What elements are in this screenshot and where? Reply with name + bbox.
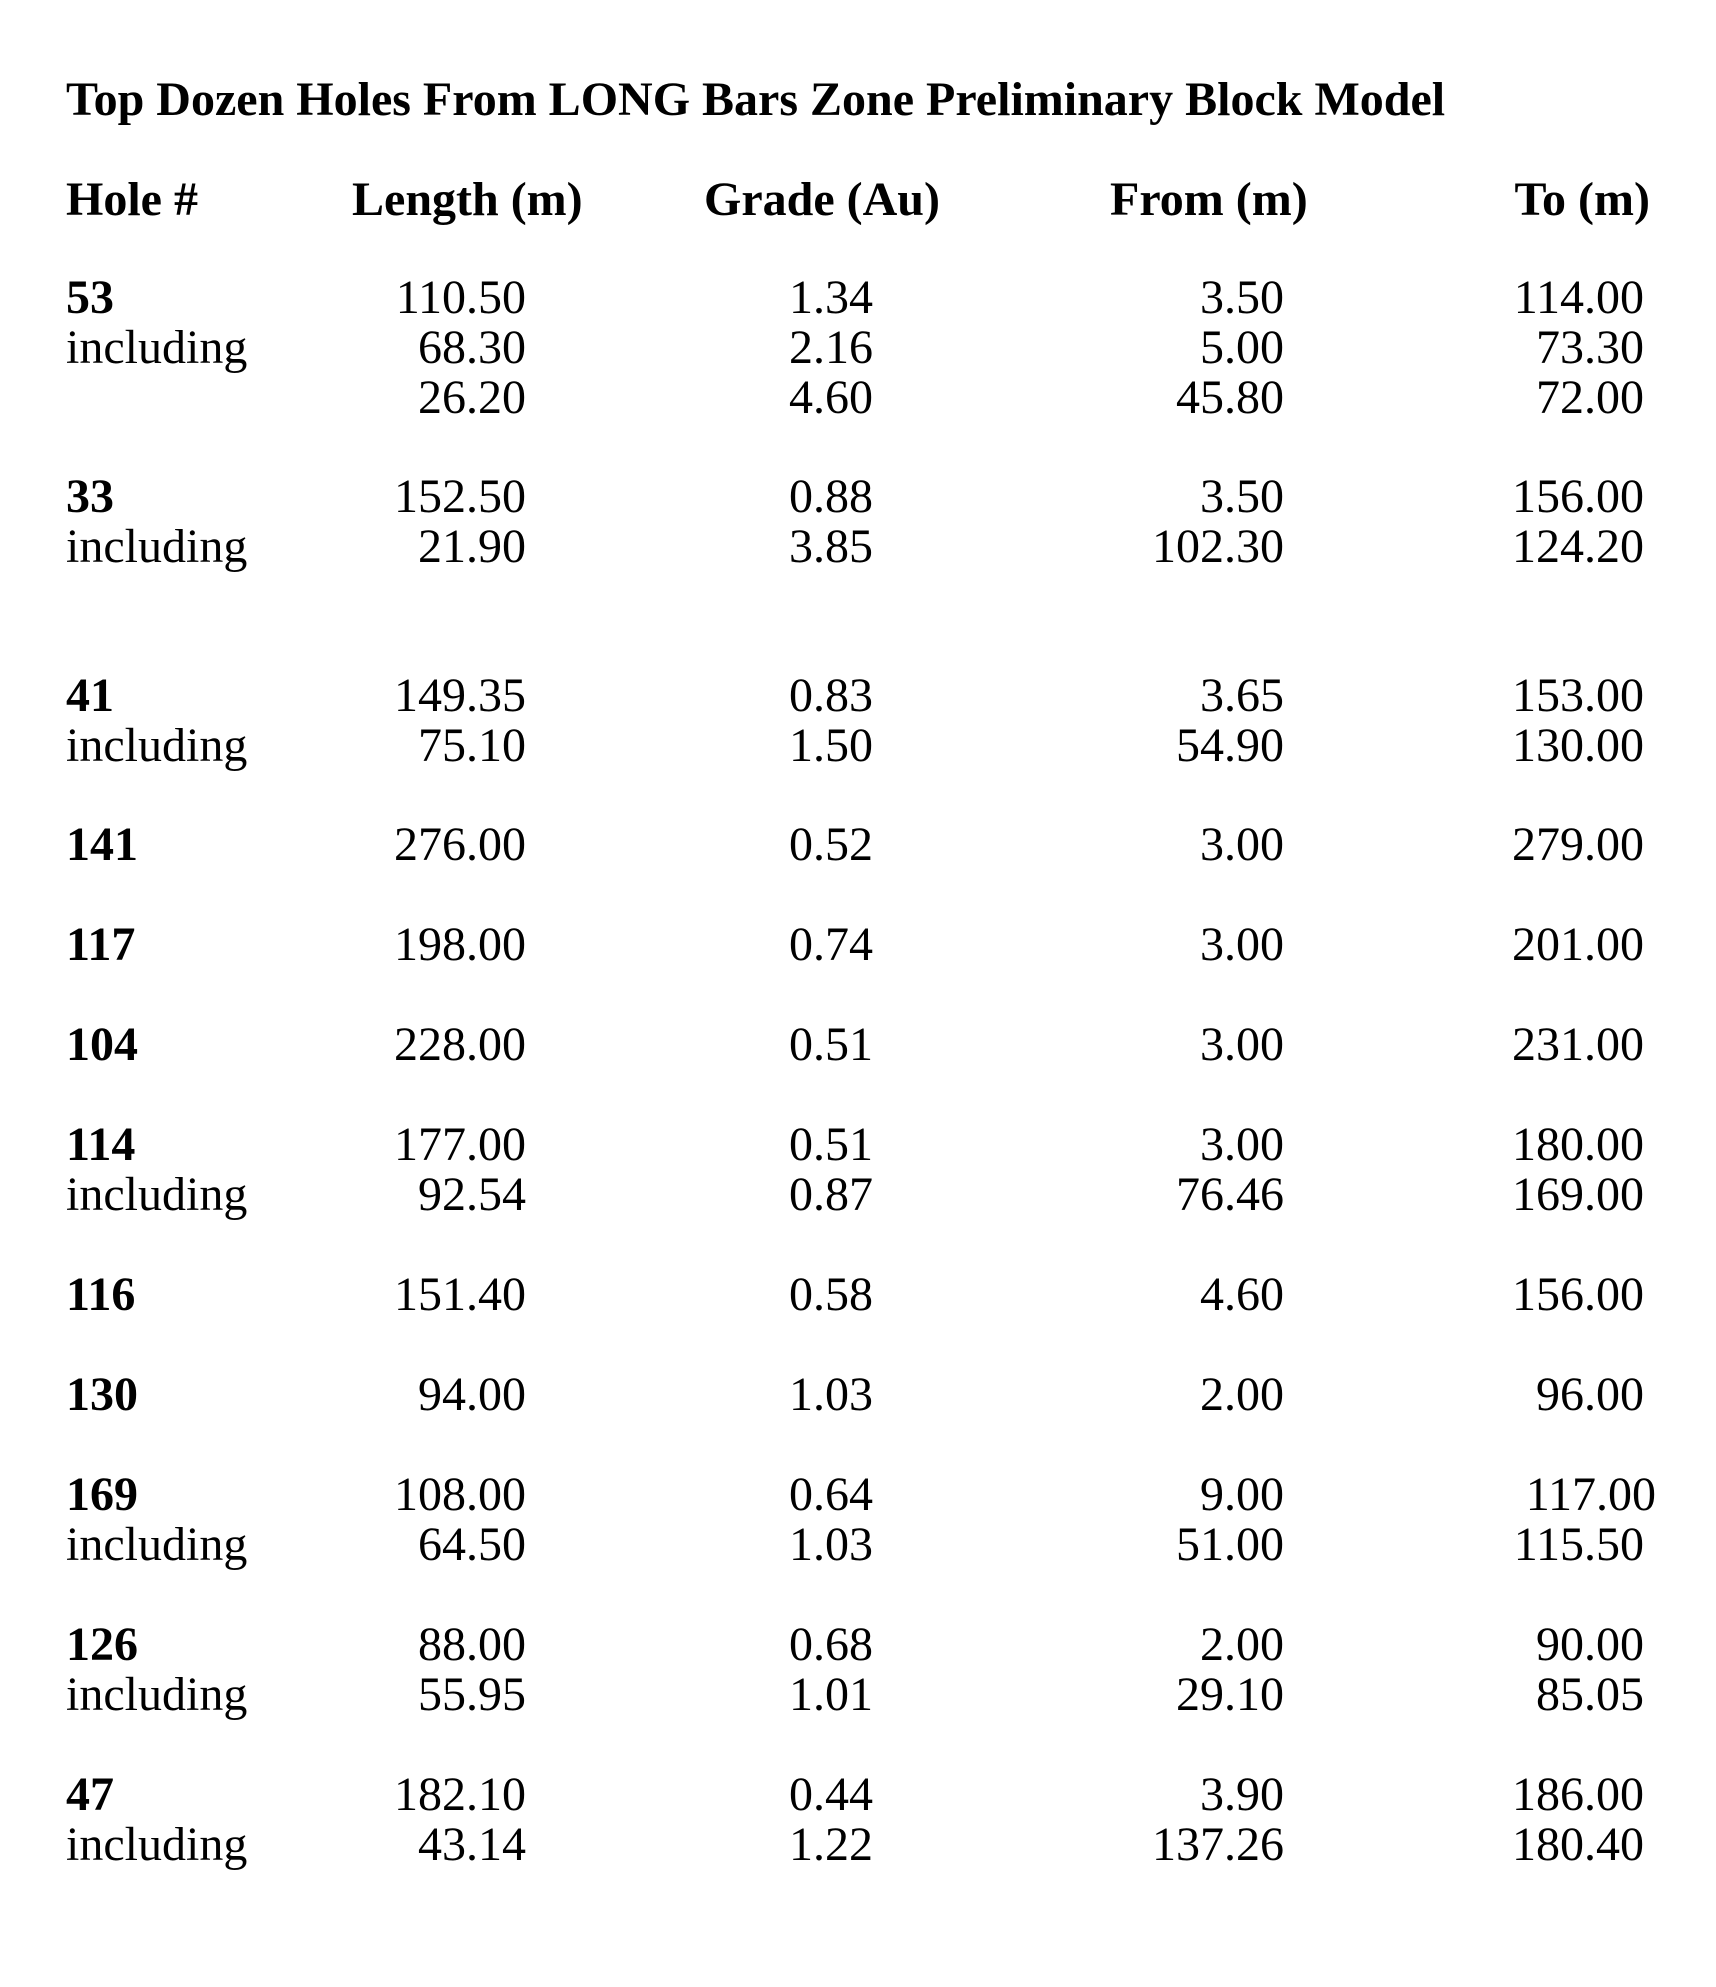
header-grade: Grade (Au) — [704, 173, 940, 226]
table-row — [0, 671, 1716, 721]
from-value: 3.00 — [1200, 918, 1284, 971]
hole-number: 116 — [66, 1268, 136, 1321]
grade-value: 0.68 — [789, 1618, 873, 1671]
table-row — [0, 920, 1716, 970]
including-label: including — [66, 1818, 248, 1871]
from-value: 54.90 — [1176, 719, 1284, 772]
table-row — [0, 1170, 1716, 1220]
table-row — [0, 522, 1716, 572]
to-value: 115.50 — [1513, 1518, 1644, 1571]
table-row — [0, 323, 1716, 373]
table-row — [0, 1370, 1716, 1420]
length-value: 26.20 — [418, 371, 526, 424]
grade-value: 0.74 — [789, 918, 873, 971]
grade-value: 1.34 — [789, 271, 873, 324]
to-value: 130.00 — [1512, 719, 1644, 772]
from-value: 9.00 — [1200, 1468, 1284, 1521]
header-hole: Hole # — [66, 173, 198, 226]
length-value: 43.14 — [418, 1818, 526, 1871]
including-label: including — [66, 719, 248, 772]
table-row — [0, 1670, 1716, 1720]
to-value: 186.00 — [1512, 1768, 1644, 1821]
grade-value: 0.88 — [789, 470, 873, 523]
to-value: 96.00 — [1536, 1368, 1644, 1421]
to-value: 156.00 — [1512, 470, 1644, 523]
table-row — [0, 472, 1716, 522]
from-value: 3.50 — [1200, 470, 1284, 523]
hole-number: 126 — [66, 1618, 138, 1671]
hole-number: 130 — [66, 1368, 138, 1421]
grade-value: 0.58 — [789, 1268, 873, 1321]
length-value: 228.00 — [394, 1018, 526, 1071]
table-row — [0, 1770, 1716, 1820]
grade-value: 0.44 — [789, 1768, 873, 1821]
grade-value: 1.22 — [789, 1818, 873, 1871]
grade-value: 0.83 — [789, 669, 873, 722]
grade-value: 2.16 — [789, 321, 873, 374]
from-value: 29.10 — [1176, 1668, 1284, 1721]
hole-number: 41 — [66, 669, 114, 722]
grade-value: 1.03 — [789, 1368, 873, 1421]
length-value: 182.10 — [394, 1768, 526, 1821]
grade-value: 3.85 — [789, 520, 873, 573]
to-value: 279.00 — [1512, 818, 1644, 871]
including-label: including — [66, 1168, 248, 1221]
hole-number: 47 — [66, 1768, 114, 1821]
to-value: 180.00 — [1512, 1118, 1644, 1171]
length-value: 276.00 — [394, 818, 526, 871]
to-value: 85.05 — [1536, 1668, 1644, 1721]
header-to: To (m) — [1514, 173, 1650, 226]
length-value: 92.54 — [418, 1168, 526, 1221]
length-value: 152.50 — [394, 470, 526, 523]
to-value: 153.00 — [1512, 669, 1644, 722]
to-value: 156.00 — [1512, 1268, 1644, 1321]
length-value: 110.50 — [395, 271, 526, 324]
length-value: 55.95 — [418, 1668, 526, 1721]
from-value: 2.00 — [1200, 1618, 1284, 1671]
length-value: 75.10 — [418, 719, 526, 772]
hole-number: 169 — [66, 1468, 138, 1521]
from-value: 3.65 — [1200, 669, 1284, 722]
grade-value: 0.51 — [789, 1018, 873, 1071]
table-row — [0, 1620, 1716, 1670]
length-value: 64.50 — [418, 1518, 526, 1571]
hole-number: 53 — [66, 271, 114, 324]
table-row — [0, 1820, 1716, 1870]
from-value: 45.80 — [1176, 371, 1284, 424]
length-value: 198.00 — [394, 918, 526, 971]
from-value: 137.26 — [1152, 1818, 1284, 1871]
grade-value: 1.50 — [789, 719, 873, 772]
from-value: 3.00 — [1200, 818, 1284, 871]
from-value: 76.46 — [1176, 1168, 1284, 1221]
to-value: 114.00 — [1513, 271, 1644, 324]
to-value: 72.00 — [1536, 371, 1644, 424]
to-value: 180.40 — [1512, 1818, 1644, 1871]
length-value: 149.35 — [394, 669, 526, 722]
including-label: including — [66, 321, 248, 374]
header-length: Length (m) — [352, 173, 583, 226]
table-row — [0, 1020, 1716, 1070]
header-from: From (m) — [1110, 173, 1308, 226]
grade-value: 0.64 — [789, 1468, 873, 1521]
page-title: Top Dozen Holes From LONG Bars Zone Preliminary Block Model — [66, 73, 1446, 126]
from-value: 3.50 — [1200, 271, 1284, 324]
grade-value: 4.60 — [789, 371, 873, 424]
table-row — [0, 273, 1716, 323]
from-value: 3.00 — [1200, 1018, 1284, 1071]
to-value: 90.00 — [1536, 1618, 1644, 1671]
hole-number: 104 — [66, 1018, 138, 1071]
from-value: 51.00 — [1176, 1518, 1284, 1571]
to-value: 117.00 — [1525, 1468, 1656, 1521]
length-value: 21.90 — [418, 520, 526, 573]
hole-number: 33 — [66, 470, 114, 523]
grade-value: 0.52 — [789, 818, 873, 871]
length-value: 68.30 — [418, 321, 526, 374]
from-value: 2.00 — [1200, 1368, 1284, 1421]
table-row — [0, 1520, 1716, 1570]
from-value: 3.00 — [1200, 1118, 1284, 1171]
to-value: 231.00 — [1512, 1018, 1644, 1071]
hole-number: 117 — [66, 918, 136, 971]
to-value: 124.20 — [1512, 520, 1644, 573]
grade-value: 1.01 — [789, 1668, 873, 1721]
to-value: 73.30 — [1536, 321, 1644, 374]
grade-value: 0.87 — [789, 1168, 873, 1221]
from-value: 102.30 — [1152, 520, 1284, 573]
length-value: 151.40 — [394, 1268, 526, 1321]
grade-value: 1.03 — [789, 1518, 873, 1571]
length-value: 88.00 — [418, 1618, 526, 1671]
hole-number: 114 — [66, 1118, 136, 1171]
table-row — [0, 1470, 1716, 1520]
length-value: 177.00 — [394, 1118, 526, 1171]
hole-number: 141 — [66, 818, 138, 871]
table-row — [0, 820, 1716, 870]
table-row — [0, 373, 1716, 423]
including-label: including — [66, 1668, 248, 1721]
grade-value: 0.51 — [789, 1118, 873, 1171]
to-value: 169.00 — [1512, 1168, 1644, 1221]
table-row — [0, 1120, 1716, 1170]
table-row — [0, 1270, 1716, 1320]
including-label: including — [66, 1518, 248, 1571]
to-value: 201.00 — [1512, 918, 1644, 971]
length-value: 108.00 — [394, 1468, 526, 1521]
including-label: including — [66, 520, 248, 573]
from-value: 5.00 — [1200, 321, 1284, 374]
from-value: 4.60 — [1200, 1268, 1284, 1321]
from-value: 3.90 — [1200, 1768, 1284, 1821]
table-row — [0, 721, 1716, 771]
length-value: 94.00 — [418, 1368, 526, 1421]
